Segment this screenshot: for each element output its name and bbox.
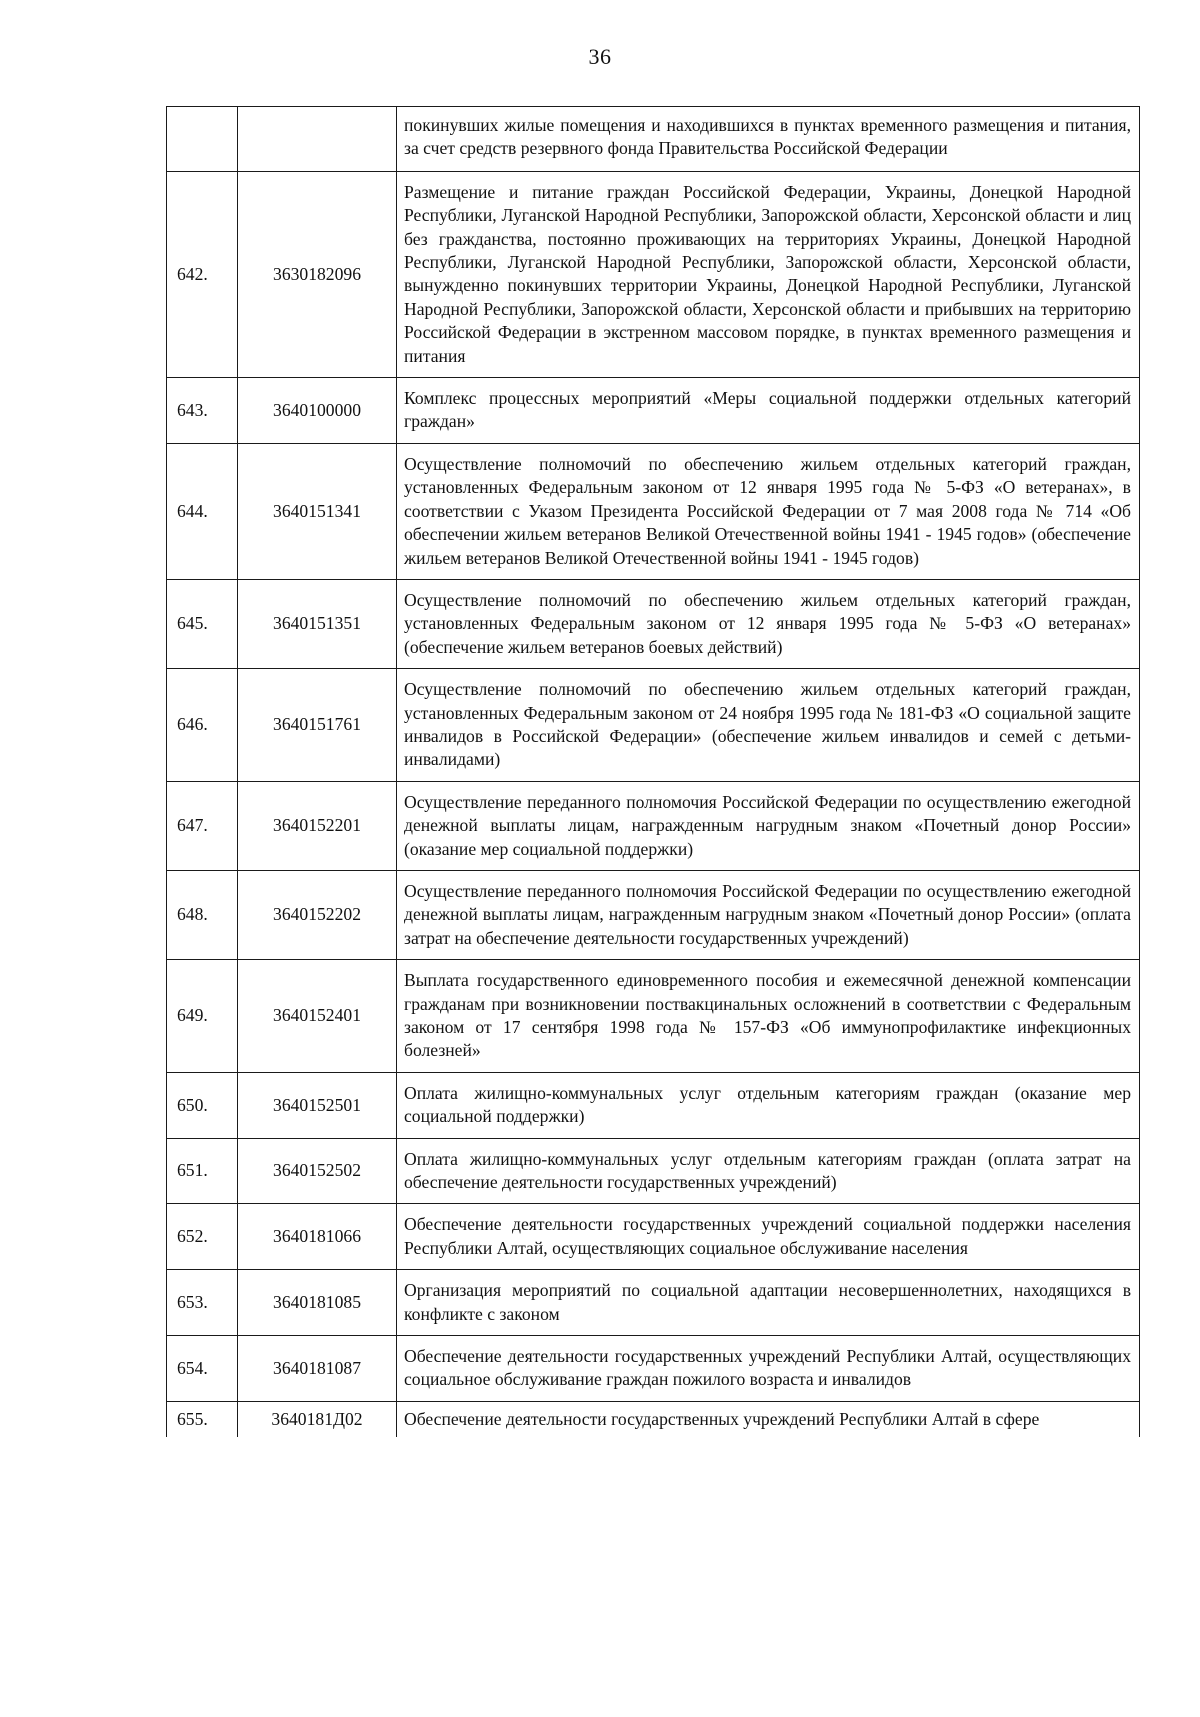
table-row	[167, 1138, 1140, 1204]
row-number: 649.	[167, 960, 238, 1073]
row-number: 654.	[167, 1336, 238, 1402]
row-number: 645.	[167, 579, 238, 668]
table-row	[167, 107, 1140, 172]
table-row	[167, 1401, 1140, 1437]
table-row	[167, 960, 1140, 1073]
row-description: Осуществление полномочий по обеспечению жильем отдельных категорий граждан, установленных Федеральным законом от 12 января 1995 года № 5-ФЗ «О ветеранах», в соответствии с Указом Президента Российской Федерации от 7 мая 2008 года № 714 «Об обеспечении жильем ветеранов Великой Отечественной войны 1941 - 1945 годов» (обеспечение жильем ветеранов Великой Отечественной войны 1941 - 1945 годов)	[397, 443, 1140, 579]
row-number: 647.	[167, 781, 238, 870]
budget-classification-table	[166, 106, 1140, 1437]
table-row	[167, 1204, 1140, 1270]
row-number: 652.	[167, 1204, 238, 1270]
row-description: Выплата государственного единовременного пособия и ежемесячной денежной компенсации гражданам при возникновении поствакцинальных осложнений в соответствии с Федеральным законом от 17 сентября 1998 года № 157-ФЗ «Об иммунопрофилактике инфекционных болезней»	[397, 960, 1140, 1073]
row-description: Осуществление переданного полномочия Российской Федерации по осуществлению ежегодной денежной выплаты лицам, награжденным нагрудным знаком «Почетный донор России» (оплата затрат на обеспечение деятельности государственных учреждений)	[397, 870, 1140, 959]
row-description: Размещение и питание граждан Российской Федерации, Украины, Донецкой Народной Республики, Луганской Народной Республики, Запорожской области, Херсонской области и лиц без гражданства, постоянно проживающих на территориях Украины, Донецкой Народной Республики, Луганской Народной Республики, Запорожской области, Херсонской области, вынужденно покинувших территории Украины, Донецкой Народной Республики, Луганской Народной Республики, Запорожской области, Херсонской области и прибывших на территорию Российской Федерации в экстренном массовом порядке, в пунктах временного размещения и питания	[397, 171, 1140, 377]
row-code: 3640151761	[238, 669, 397, 782]
row-description: покинувших жилые помещения и находившихся в пунктах временного размещения и питания, за счет средств резервного фонда Правительства Российской Федерации	[397, 107, 1140, 172]
row-code: 3640152202	[238, 870, 397, 959]
row-description: Осуществление переданного полномочия Российской Федерации по осуществлению ежегодной денежной выплаты лицам, награжденным нагрудным знаком «Почетный донор России» (оказание мер социальной поддержки)	[397, 781, 1140, 870]
row-description: Обеспечение деятельности государственных учреждений социальной поддержки населения Республики Алтай, осуществляющих социальное обслуживание населения	[397, 1204, 1140, 1270]
table-row	[167, 1336, 1140, 1402]
row-number: 650.	[167, 1072, 238, 1138]
row-code: 3640152201	[238, 781, 397, 870]
row-code: 3640152501	[238, 1072, 397, 1138]
row-code: 3640100000	[238, 378, 397, 444]
row-description: Осуществление полномочий по обеспечению жильем отдельных категорий граждан, установленных Федеральным законом от 12 января 1995 года № 5-ФЗ «О ветеранах» (обеспечение жильем ветеранов боевых действий)	[397, 579, 1140, 668]
row-code: 3640151341	[238, 443, 397, 579]
row-description: Обеспечение деятельности государственных учреждений Республики Алтай, осуществляющих социальное обслуживание граждан пожилого возраста и инвалидов	[397, 1336, 1140, 1402]
row-code	[238, 107, 397, 172]
table-row	[167, 579, 1140, 668]
row-number: 646.	[167, 669, 238, 782]
row-code: 3630182096	[238, 171, 397, 377]
row-number: 642.	[167, 171, 238, 377]
row-number: 651.	[167, 1138, 238, 1204]
table-row	[167, 1072, 1140, 1138]
table-row	[167, 870, 1140, 959]
row-number	[167, 107, 238, 172]
row-description: Обеспечение деятельности государственных учреждений Республики Алтай в сфере	[397, 1401, 1140, 1437]
table-row	[167, 669, 1140, 782]
table-row	[167, 443, 1140, 579]
row-number: 644.	[167, 443, 238, 579]
row-code: 3640152401	[238, 960, 397, 1073]
row-description: Организация мероприятий по социальной адаптации несовершеннолетних, находящихся в конфликте с законом	[397, 1270, 1140, 1336]
row-description: Оплата жилищно-коммунальных услуг отдельным категориям граждан (оказание мер социальной поддержки)	[397, 1072, 1140, 1138]
row-code: 3640181087	[238, 1336, 397, 1402]
row-code: 364018‌1Д02	[238, 1401, 397, 1437]
row-description: Осуществление полномочий по обеспечению жильем отдельных категорий граждан, установленных Федеральным законом от 24 ноября 1995 года № 181-ФЗ «О социальной защите инвалидов в Российской Федерации» (обеспечение жильем инвалидов и семей с детьми-инвалидами)	[397, 669, 1140, 782]
table-row	[167, 378, 1140, 444]
page-number: 36	[588, 44, 612, 69]
table-row	[167, 1270, 1140, 1336]
row-number: 653.	[167, 1270, 238, 1336]
row-number: 648.	[167, 870, 238, 959]
row-code: 3640181066	[238, 1204, 397, 1270]
row-code: 3640181085	[238, 1270, 397, 1336]
row-code: 3640152502	[238, 1138, 397, 1204]
row-description: Оплата жилищно-коммунальных услуг отдельным категориям граждан (оплата затрат на обеспечение деятельности государственных учреждений)	[397, 1138, 1140, 1204]
row-number: 655.	[167, 1401, 238, 1437]
row-code: 3640151351	[238, 579, 397, 668]
row-description: Комплекс процессных мероприятий «Меры социальной поддержки отдельных категорий граждан»	[397, 378, 1140, 444]
table-row	[167, 171, 1140, 377]
table-row	[167, 781, 1140, 870]
row-number: 643.	[167, 378, 238, 444]
